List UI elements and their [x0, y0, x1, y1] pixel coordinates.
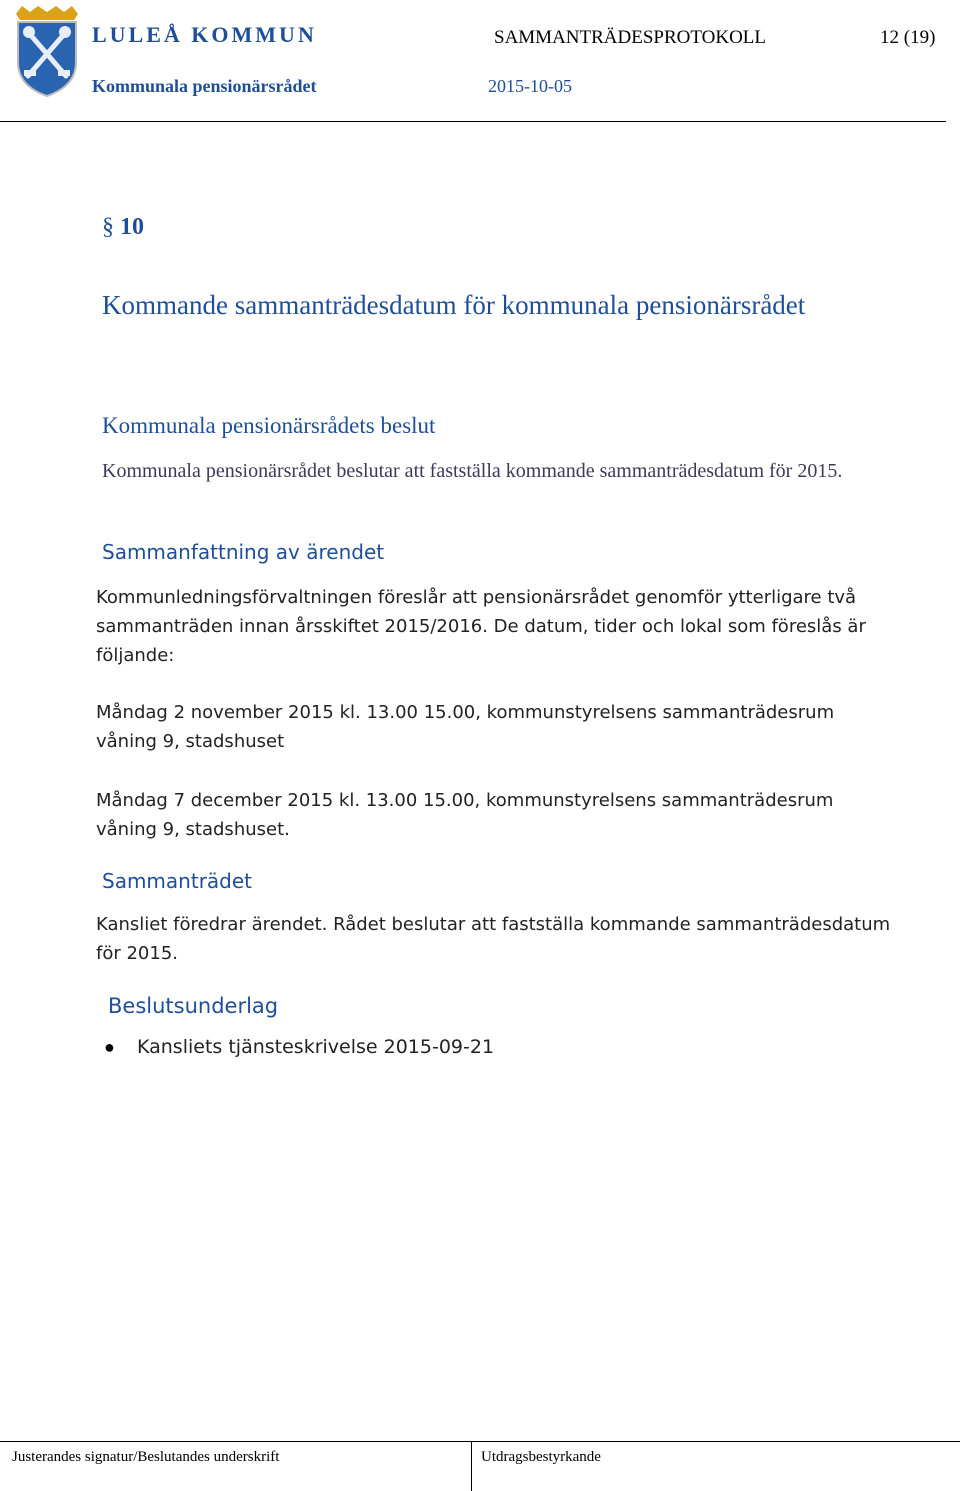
bullet-icon: ●	[104, 1037, 115, 1057]
meeting-item-2: Måndag 7 december 2015 kl. 13.00 15.00, kommunstyrelsens sammanträdesrum våning 9, stadshuset.	[96, 790, 834, 840]
section-number	[102, 214, 144, 241]
footer-divider	[0, 1441, 960, 1442]
document-type: SAMMANTRÄDESPROTOKOLL	[494, 27, 767, 48]
decision-text: Kommunala pensionärsrådet beslutar att fastställa kommande sammanträdesdatum för 2015.	[102, 460, 843, 482]
section-number-value: 10	[120, 214, 144, 240]
header-divider	[0, 121, 946, 122]
summary-heading: Sammanfattning av ärendet	[102, 540, 385, 564]
meeting-item-1: Måndag 2 november 2015 kl. 13.00 15.00, kommunstyrelsens sammanträdesrum våning 9, stadshuset	[96, 702, 835, 752]
meeting-text: Kansliet föredrar ärendet. Rådet beslutar att fastställa kommande sammanträdesdatum för 2015.	[96, 914, 891, 964]
footer-separator	[471, 1441, 472, 1491]
meeting-date: 2015-10-05	[488, 76, 572, 96]
decision-heading: Kommunala pensionärsrådets beslut	[102, 413, 436, 438]
extract-label: Utdragsbestyrkande	[481, 1449, 601, 1465]
paragraph-sign: §	[102, 214, 114, 240]
basis-item: Kansliets tjänsteskrivelse 2015-09-21	[137, 1036, 495, 1058]
organization-name: LULEÅ KOMMUN	[92, 22, 317, 47]
summary-text: Kommunledningsförvaltningen föreslår att pensionärsrådet genomför ytterligare två sammanträden innan årsskiftet 2015/2016. De datum, tider och lokal som föreslås är följande:	[96, 587, 866, 666]
meeting-heading: Sammanträdet	[102, 869, 253, 893]
basis-heading: Beslutsunderlag	[108, 994, 279, 1018]
section-title: Kommande sammanträdesdatum för kommunala pensionärsrådet	[102, 290, 806, 320]
coat-of-arms-icon	[12, 4, 82, 98]
signature-label: Justerandes signatur/Beslutandes underskrift	[12, 1449, 280, 1465]
page-number: 12 (19)	[880, 27, 936, 48]
department-name: Kommunala pensionärsrådet	[92, 76, 317, 96]
